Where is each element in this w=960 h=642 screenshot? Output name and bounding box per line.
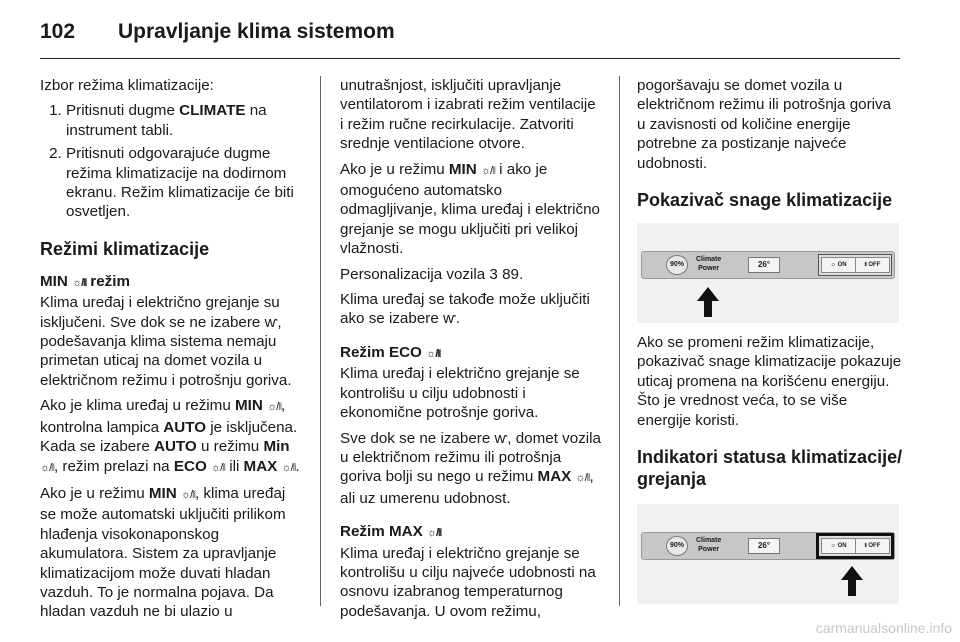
heat-off-indicator: ⧛ OFF <box>855 257 890 273</box>
paragraph: Ako je u režimu MIN ☼/⧛, klima uređaj se može automatski uključiti prilikom hlađenja visokonaponskog akumulatora. Sistem za upravljanje klimatizacijom može duvati hladan vazduh. To je normalna pojava. Da hladan vazduh ne bi ulazio u <box>40 484 286 621</box>
status-indicators-figure <box>637 504 899 604</box>
column-divider <box>619 76 620 606</box>
paragraph: Ako se promeni režim klimatizacije, pokazivač snage klimatizacije pokazuje uticaj promena na korišćenu energiju. Što je vrednost veća, to se više energije koristi. <box>637 334 902 429</box>
paragraph: Klima uređaj i električno grejanje se kontrolišu u cilju udobnosti i ekonomične potrošnje goriva. <box>340 365 580 422</box>
mode-icon: ☼/⧛ <box>180 488 195 501</box>
header-rule <box>40 58 900 59</box>
climate-power-figure <box>637 223 899 323</box>
mode-icon: ☼/⧛ <box>72 276 87 289</box>
temperature-display: 26° <box>748 538 780 554</box>
fan-icon: ⱳ <box>443 310 456 328</box>
ac-on-indicator: ☼ ON <box>821 538 856 554</box>
climate-power-label: Climate Power <box>696 256 722 273</box>
arrow-up-icon <box>841 566 863 596</box>
paragraph: unutrašnjost, isključiti upravljanje ventilatorom i izabrati režim ventilacije i režim ručne recirkulacije. Zatvoriti srednje ventilacione otvore. <box>340 77 596 153</box>
steps-list <box>40 101 302 221</box>
paragraph: Sve dok se ne izabere ⱳ, domet vozila u električnom režimu ili potrošnja goriva bolji su nego u režimu MAX ☼/⧛, ali uz umerenu udobnost. <box>340 429 601 507</box>
mode-icon: ☼/⧛ <box>281 461 296 474</box>
paragraph: Personalizacija vozila 3 89. <box>340 265 524 283</box>
status-buttons-highlighted <box>816 533 894 559</box>
paragraph: Klima uređaj se takođe može uključiti ako se izabere ⱳ. <box>340 291 590 328</box>
temperature-display: 26° <box>748 257 780 273</box>
section-heading: Pokazivač snage klimatizacije <box>637 190 893 211</box>
page-reference-icon: 3 <box>489 265 498 283</box>
page-number: 102 <box>40 20 76 43</box>
power-gauge: 90% <box>666 536 688 556</box>
fan-icon: ⱳ <box>494 429 508 447</box>
column-divider <box>320 76 321 606</box>
fan-icon: ⱳ <box>264 313 278 331</box>
mode-icon: ☼/⧛ <box>211 461 225 474</box>
column-2 <box>340 76 602 627</box>
climate-panel <box>641 251 895 279</box>
mode-icon: ☼/⧛ <box>480 164 495 177</box>
mode-icon: ☼/⧛ <box>40 461 54 474</box>
power-gauge: 90% <box>666 255 688 275</box>
climate-panel <box>641 532 895 560</box>
status-buttons <box>818 254 892 276</box>
mode-icon: ☼/⧛ <box>267 401 282 414</box>
paragraph: Ako je u režimu MIN ☼/⧛ i ako je omogućeno automatsko odmagljivanje, klima uređaj i električno grejanje se mogu uključiti pri velikoj vlažnosti. <box>340 160 600 258</box>
mode-icon: ☼/⧛ <box>575 472 590 485</box>
section-heading: Indikatori statusa klimatizacije/ grejanja <box>637 447 903 490</box>
min-heading: MIN ☼/⧛ režim <box>40 272 130 290</box>
page-title: Upravljanje klima sistemom <box>118 20 395 43</box>
eco-heading: Režim ECO ☼/⧛ <box>340 343 441 361</box>
page-header <box>40 20 395 44</box>
heat-off-indicator: ⧛ OFF <box>855 538 890 554</box>
mode-icon: ☼/⧛ <box>426 347 441 360</box>
section-heading: Režimi klimatizacije <box>40 238 210 259</box>
paragraph: Klima uređaj i električno grejanje su isključeni. Sve dok se ne izabere ⱳ, podešavanja klima sistema nemaju primetan uticaj na domet vozila u električnom režimu i potrošnju goriva. <box>40 294 292 389</box>
step-1: 1. Pritisnuti dugme CLIMATE na instrument tabli. <box>66 101 302 140</box>
watermark: carmanualsonline.info <box>815 620 952 636</box>
climate-power-label: Climate Power <box>696 537 722 554</box>
paragraph: Ako je klima uređaj u režimu MIN ☼/⧛, kontrolna lampica AUTO je isključena. Kada se izabere AUTO u režimu Min ☼/⧛, režim prelazi na ECO ☼/⧛ ili MAX ☼/⧛. <box>40 397 300 475</box>
ac-on-indicator: ☼ ON <box>821 257 856 273</box>
max-heading: Režim MAX ☼/⧛ <box>340 523 441 541</box>
paragraph: pogoršavaju se domet vozila u električnom režimu ili potrošnja goriva u zavisnosti od količine energije potrebne za postizanje najveće udobnosti. <box>637 77 892 172</box>
paragraph: Klima uređaj i električno grejanje se kontrolišu u cilju najveće udobnosti na osnovu izabranog temperaturnog podešavanja. U ovom režimu, <box>340 544 596 620</box>
mode-icon: ☼/⧛ <box>426 527 441 540</box>
column-3 <box>637 76 903 614</box>
intro-text: Izbor režima klimatizacije: <box>40 77 214 94</box>
arrow-up-icon <box>697 287 719 317</box>
step-2: 2. Pritisnuti odgovarajuće dugme režima klimatizacije na dodirnom ekranu. Režim klimatizacije će biti osvetljen. <box>66 144 302 222</box>
column-1 <box>40 76 302 628</box>
